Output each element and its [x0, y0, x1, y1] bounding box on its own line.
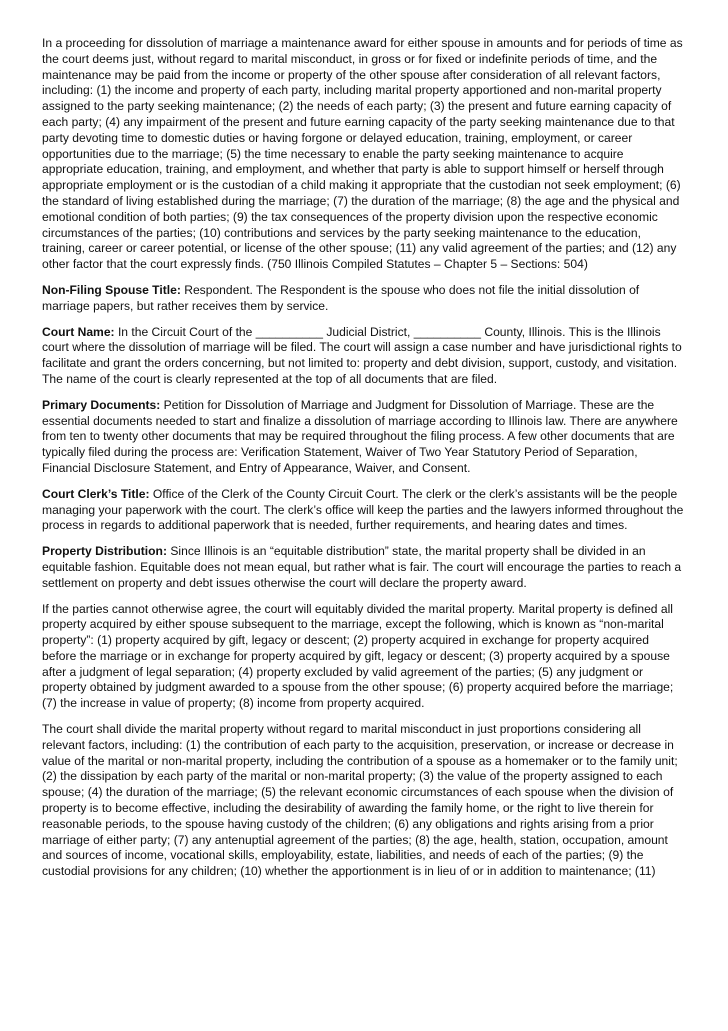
marital-property-definition-paragraph	[42, 602, 686, 713]
paragraph-text: Office of the Clerk of the County Circuit Court. The clerk or the clerk’s assistants will be the people managing your paperwork with the court. The clerk’s office will keep the parties and the lawyers informed throughout the process in regards to additional paperwork that is needed, further requirements, and hearing dates and times.	[42, 486, 684, 533]
paragraph-text: The court shall divide the marital property without regard to marital misconduct in just proportions considering all relevant factors, including: (1) the contribution of each party to the acquisition, preservation, or increase or decrease in value of the marital or non-marital property, including the contribution of a spouse as a homemaker or to the family unit; (2) the dissipation by each party of the marital or non-marital property; (3) the value of the property assigned to each spouse; (4) the duration of the marriage; (5) the relevant economic circumstances of each spouse when the division of property is to become effective, including the desirability of awarding the family home, or the right to live therein for reasonable periods, to the spouse having custody of the children; (6) any obligations and rights arising from a prior marriage of either party; (7) any antenuptial agreement of the parties; (8) the age, health, station, occupation, amount and sources of income, vocational skills, employability, estate, liabilities, and needs of each of the parties; (9) the custodial provisions for any children; (10) whether the apportionment is in lieu of or in addition to maintenance; (11)	[42, 722, 678, 879]
primary-documents-paragraph	[42, 398, 686, 477]
paragraph-heading: Court Name:	[42, 324, 115, 339]
paragraph-text: In a proceeding for dissolution of marriage a maintenance award for either spouse in amounts and for periods of time as the court deems just, without regard to marital misconduct, in gross or for fixed or indefinite periods of time, and the maintenance may be paid from the income or property of the other spouse after consideration of all relevant factors, including: (1) the income and property of each party, including marital property apportioned and non-marital property assigned to the party seeking maintenance; (2) the needs of each party; (3) the present and future earning capacity of each party; (4) any impairment of the present and future earning capacity of the party seeking maintenance due to that party devoting time to domestic duties or having forgone or delayed education, training, employment, or career opportunities due to the marriage; (5) the time necessary to enable the party seeking maintenance to acquire appropriate education, training, and employment, and whether that party is able to support himself or herself through appropriate employment or is the custodian of a child making it appropriate that the custodian not seek employment; (6) the standard of living established during the marriage; (7) the duration of the marriage; (8) the age and the physical and emotional condition of both parties; (9) the tax consequences of the property division upon the respective economic circumstances of the parties; (10) contributions and services by the party seeking maintenance to the education, training, career or career potential, or license of the other spouse; (11) any valid agreement of the parties; and (12) any other factor that the court expressly finds. (750 Illinois Compiled Statutes – Chapter 5 – Sections: 504)	[42, 36, 683, 272]
property-distribution-paragraph	[42, 544, 686, 591]
paragraph-text: Since Illinois is an “equitable distribution” state, the marital property shall be divided in an equitable fashion. Equitable does not mean equal, but rather what is fair. The court will encourage the parties to reach a settlement on property and debt issues otherwise the court will declare the property award.	[42, 544, 682, 590]
maintenance-statute-paragraph	[42, 36, 686, 273]
non-filing-spouse-title-paragraph	[42, 283, 686, 315]
paragraph-text: In the Circuit Court of the __________ Judicial District, __________ County, Illinois. This is the Illinois court where the dissolution of marriage will be filed. The court will assign a case number and have jurisdictional rights to facilitate and grant the orders concerning, but not limited to: property and debt division, support, custody, and visitation. The name of the court is clearly represented at the top of all documents that are filed.	[42, 324, 682, 386]
paragraph-text: If the parties cannot otherwise agree, the court will equitably divided the marital property. Marital property is defined all property acquired by either spouse subsequent to the marriage, except the following, which is known as “non-marital property”: (1) property acquired by gift, legacy or descent; (2) property acquired in exchange for property acquired before the marriage or in exchange for property acquired by gift, legacy or descent; (3) property acquired by a spouse after a judgment of legal separation; (4) property excluded by valid agreement of the parties; (5) any judgment or property obtained by judgment awarded to a spouse from the other spouse; (6) property acquired before the marriage; (7) the increase in value of property; (8) income from property acquired.	[42, 601, 674, 711]
paragraph-text: Respondent. The Respondent is the spouse who does not file the initial dissolution of marriage papers, but rather receives them by service.	[42, 282, 640, 313]
paragraph-text: Petition for Dissolution of Marriage and Judgment for Dissolution of Marriage. These are the essential documents needed to start and finalize a dissolution of marriage according to Illinois law. There are anywhere from ten to twenty other documents that may be required throughout the filing process. A few other documents that are typically filed during the process are: Verification Statement, Waiver of Two Year Statutory Period of Separation, Financial Disclosure Statement, and Entry of Appearance, Waiver, and Consent.	[42, 397, 678, 475]
paragraph-heading: Primary Documents:	[42, 397, 161, 412]
paragraph-heading: Property Distribution:	[42, 544, 167, 559]
property-division-factors-paragraph	[42, 722, 686, 880]
court-name-paragraph	[42, 325, 686, 388]
paragraph-heading: Court Clerk’s Title:	[42, 486, 150, 501]
paragraph-heading: Non-Filing Spouse Title:	[42, 282, 181, 297]
court-clerk-title-paragraph	[42, 487, 686, 534]
